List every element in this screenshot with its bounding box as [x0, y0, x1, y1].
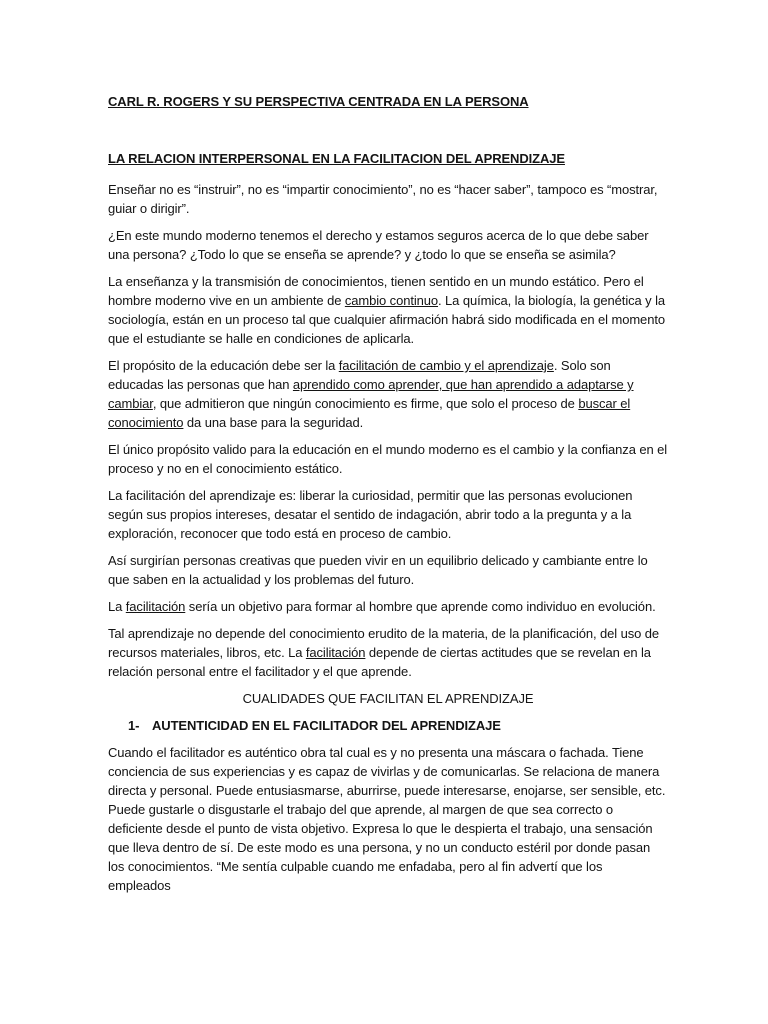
underlined-phrase: buscar el conocimiento	[108, 396, 631, 430]
text-run: da una base para la seguridad.	[183, 415, 364, 430]
underlined-phrase: aprendido como aprender, que han aprendido a adaptarse y cambiar	[108, 377, 634, 411]
text-run: La	[108, 599, 126, 614]
text-run: sería un objetivo para formar al hombre que aprende como individuo en evolución.	[185, 599, 656, 614]
paragraph-2: ¿En este mundo moderno tenemos el derecho y estamos seguros acerca de lo que debe saber una persona? ¿Todo lo que se enseña se aprende? y ¿todo lo que se enseña se asimila?	[108, 228, 649, 262]
paragraph-9	[108, 624, 668, 681]
underlined-phrase: facilitación	[125, 599, 186, 614]
paragraph-10: Cuando el facilitador es auténtico obra tal cual es y no presenta una máscara o fachada. Tiene conciencia de sus experiencias y es capaz de vivirlas y de comunicarlas. Se relaciona de manera directa y personal. Puede entusiasmarse, aburrirse, puede interesarse, enojarse, ser sensible, etc. Puede gustarle o disgustarle el trabajo del que aprende, al margen de que sea correcto o deficiente desde el punto de vista objetivo. Expresa lo que le despierta el trabajo, una sensación que lleva dentro de sí. De este modo es una persona, y no un conducto estéril por donde pasan los conocimientos. “Me sentía culpable cuando me enfadaba, pero al fin advertí que los empleados	[108, 745, 666, 893]
numbered-heading-text: AUTENTICIDAD EN EL FACILITADOR DEL APRENDIZAJE	[152, 718, 501, 733]
paragraph-8	[108, 597, 668, 616]
numbered-heading-1	[128, 716, 668, 735]
paragraph-6: La facilitación del aprendizaje es: liberar la curiosidad, permitir que las personas evolucionen según sus propios intereses, desatar el sentido de indagación, abrir todo a la pregunta y a la exploración, reconocer que todo está en proceso de cambio.	[108, 488, 633, 541]
underlined-phrase: facilitación	[305, 645, 366, 660]
paragraph-5: El único propósito valido para la educación en el mundo moderno es el cambio y la confianza en el proceso y no en el conocimiento estático.	[108, 442, 668, 476]
text-run: . Solo son educadas las personas que han	[108, 358, 611, 392]
paragraph-3	[108, 272, 668, 348]
paragraph-4	[108, 356, 668, 432]
qualities-heading: CUALIDADES QUE FACILITAN EL APRENDIZAJE	[242, 691, 534, 706]
text-run: Tal aprendizaje no depende del conocimiento erudito de la materia, de la planificación, del uso de recursos materiales, libros, etc. La	[108, 626, 660, 660]
section-title: LA RELACION INTERPERSONAL EN LA FACILITACION DEL APRENDIZAJE	[108, 151, 565, 166]
paragraph-7: Así surgirían personas creativas que pueden vivir en un equilibrio delicado y cambiante entre lo que saben en la actualidad y los problemas del futuro.	[108, 553, 648, 587]
text-run: La enseñanza y la transmisión de conocimientos, tienen sentido en un mundo estático. Pero el hombre moderno vive en un ambiente de	[108, 274, 644, 308]
text-run: depende de ciertas actitudes que se revelan en la relación personal entre el facilitador y el que aprende.	[108, 645, 651, 679]
underlined-phrase: cambio continuo	[344, 293, 439, 308]
text-run: . La química, la biología, la genética y la sociología, están en un proceso tal que cualquier afirmación habrá sido modificada en el momento que el estudiante se halle en condiciones de aplicarla.	[108, 293, 665, 346]
text-run: , que admitieron que ningún conocimiento es firme, que solo el proceso de	[152, 396, 579, 411]
document-title: CARL R. ROGERS Y SU PERSPECTIVA CENTRADA EN LA PERSONA	[108, 94, 529, 109]
document-body	[108, 92, 668, 903]
text-run: El propósito de la educación debe ser la	[108, 358, 339, 373]
list-number: 1-	[128, 718, 140, 733]
paragraph-1: Enseñar no es “instruir”, no es “impartir conocimiento”, no es “hacer saber”, tampoco es “mostrar, guiar o dirigir”.	[108, 182, 658, 216]
underlined-phrase: facilitación de cambio y el aprendizaje	[338, 358, 554, 373]
